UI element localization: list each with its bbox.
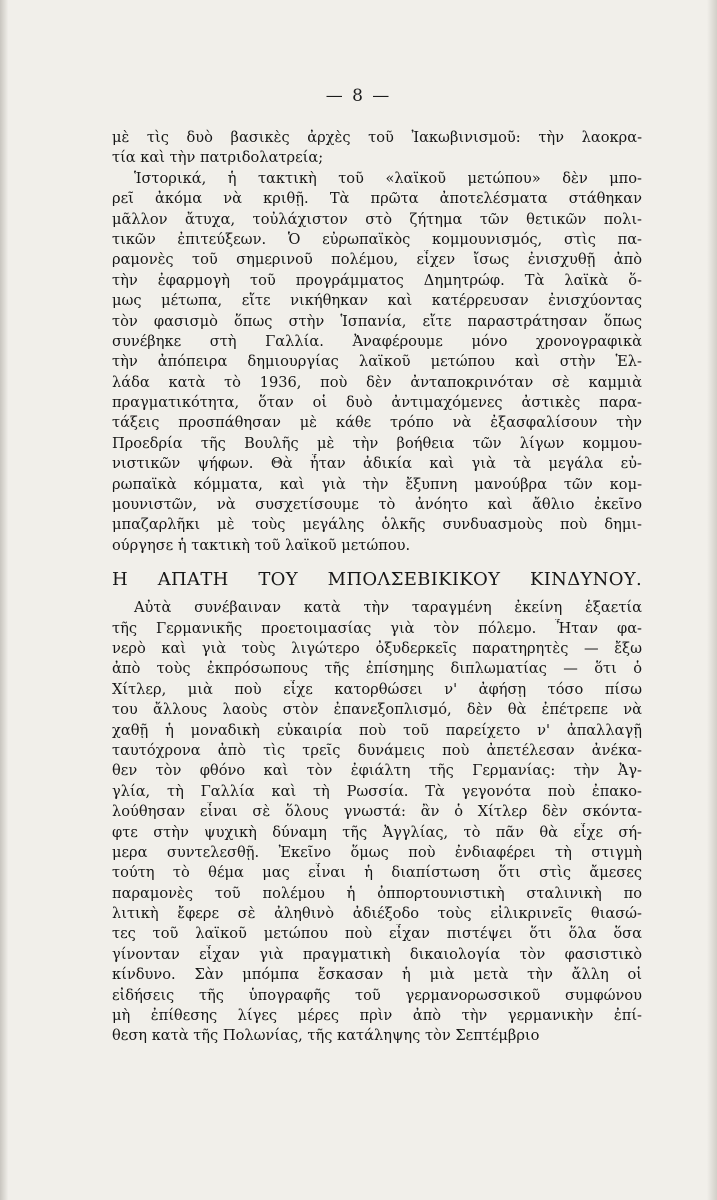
text-line: τάξεις προσπάθησαν μὲ κάθε τρόπο νὰ ἐξασφαλίσουν τὴν	[112, 414, 642, 432]
text-line: ἀπὸ τοὺς ἐκπρόσωπους τῆς ἐπίσημης διπλωματίας — ὅτι ὁ	[112, 660, 642, 678]
section-heading: Η ΑΠΑΤΗ ΤΟΥ ΜΠΟΛΣΕΒΙΚΙΚΟΥ ΚΙΝΔΥΝΟΥ.	[112, 569, 642, 591]
text-line: τούτη τὸ θέμα μας εἶναι ἡ διαπίστωση ὅτι στὶς ἄμεσες	[112, 864, 642, 882]
text-line: φτε στὴν ψυχικὴ δύναμη τῆς Ἀγγλίας, τὸ πᾶν θὰ εἶχε σή-	[112, 823, 642, 841]
text-line: πραγματικότητα, ὅταν οἱ δυὸ ἀντιμαχόμενες ἀστικὲς παρα-	[112, 394, 642, 412]
text-line: μὴ ἐπίθεσης λίγες μέρες πρὶν ἀπὸ τὴν γερμανικὴν ἐπί-	[112, 1007, 642, 1025]
page-right-edge-shadow	[707, 0, 717, 1200]
body-text	[112, 128, 642, 1047]
paragraph-3	[112, 598, 642, 1047]
text-line: ούργησε ἡ τακτικὴ τοῦ λαϊκοῦ μετώπου.	[112, 536, 411, 554]
paragraph-1	[112, 128, 642, 169]
text-line: λάδα κατὰ τὸ 1936, ποὺ δὲν ἀνταποκρινόταν σὲ καμμιὰ	[112, 373, 642, 391]
text-line: παραμονὲς τοῦ πολέμου ἡ ὀππορτουνιστικὴ σταλινικὴ πο	[112, 884, 642, 902]
page-left-edge-shadow	[0, 0, 8, 1200]
text-line: μερα συντελεσθῇ. Ἐκεῖνο ὅμως ποὺ ἐνδιαφέρει τὴ στιγμὴ	[112, 843, 642, 861]
text-line: τὸν φασισμὸ ὅπως στὴν Ἱσπανία, εἴτε παραστράτησαν ὅπως	[112, 312, 642, 330]
text-line: συνέβηκε στὴ Γαλλία. Ἀναφέρουμε μόνο χρονογραφικὰ	[112, 332, 642, 350]
text-line: χαθῇ ἡ μοναδικὴ εὐκαιρία ποὺ τοῦ παρείχετο ν' ἀπαλλαγῇ	[112, 721, 642, 739]
text-line: ρεῖ ἀκόμα νὰ κριθῇ. Τὰ πρῶτα ἀποτελέσματα στάθηκαν	[112, 190, 642, 208]
text-line: τες τοῦ λαϊκοῦ μετώπου ποὺ εἶχαν πιστέψει ὅτι ὅλα ὅσα	[112, 925, 642, 943]
text-line: εἰδήσεις τῆς ὑπογραφῆς τοῦ γερμανορωσσικοῦ συμφώνου	[112, 986, 642, 1004]
text-line: ρωπαϊκὰ κόμματα, καὶ γιὰ τὴν ἔξυπνη μανούβρα τῶν κομ-	[112, 475, 642, 493]
text-line: θεση κατὰ τῆς Πολωνίας, τῆς κατάληψης τὸν Σεπτέμβριο	[112, 1027, 540, 1045]
text-line: κίνδυνο. Σὰν μπόμπα ἔσκασαν ἡ μιὰ μετὰ τὴν ἄλλη οἱ	[112, 966, 642, 984]
text-line: Αὐτὰ συνέβαιναν κατὰ τὴν ταραγμένη ἐκείνη ἑξαετία	[134, 599, 642, 617]
paragraph-2	[112, 169, 642, 556]
text-line: τῆς Γερμανικῆς προετοιμασίας γιὰ τὸν πόλεμο. Ἦταν φα-	[112, 619, 642, 637]
text-line: νιστικῶν ψήφων. Θὰ ἦταν ἀδικία καὶ γιὰ τὰ μεγάλα εὐ-	[112, 455, 642, 473]
text-line: τικῶν ἐπιτεύξεων. Ὁ εὐρωπαϊκὸς κομμουνισμός, στὶς πα-	[112, 230, 642, 248]
text-line: γίνονταν εἶχαν γιὰ πραγματικὴ δικαιολογία τὸν φασιστικὸ	[112, 945, 642, 963]
text-line: Ἱστορικά, ἡ τακτικὴ τοῦ «λαϊκοῦ μετώπου» δὲν μπο-	[134, 169, 642, 187]
text-line: μπαζαρλῆκι μὲ τοὺς μεγάλης ὁλκῆς συνδυασμοὺς ποὺ δημι-	[112, 516, 642, 534]
text-line: τία καὶ τὴν πατριδολατρεία;	[112, 149, 324, 167]
text-line: τὴν ἀπόπειρα δημιουργίας λαϊκοῦ μετώπου καὶ στὴν Ἑλ-	[112, 353, 642, 371]
text-line: γλία, τὴ Γαλλία καὶ τὴ Ρωσσία. Τὰ γεγονότα ποὺ ἐπακο-	[112, 782, 642, 800]
text-line: Χίτλερ, μιὰ ποὺ εἶχε κατορθώσει ν' ἀφήσῃ τόσο πίσω	[112, 680, 642, 698]
text-line: νερὸ καὶ γιὰ τοὺς λιγώτερο ὀξυδερκεῖς παρατηρητὲς — ἔξω	[112, 639, 642, 657]
text-line: λιτικὴ ἔφερε σὲ ἀληθινὸ ἀδιέξοδο τοὺς εἰλικρινεῖς θιασώ-	[112, 905, 642, 923]
text-line: μουνιστῶν, νὰ συσχετίσουμε τὸ ἀνόητο καὶ ἄθλιο ἐκεῖνο	[112, 496, 642, 514]
text-line: ραμονὲς τοῦ σημερινοῦ πολέμου, εἶχεν ἴσως ἐνισχυθῇ ἀπὸ	[112, 251, 642, 269]
text-line: θεν τὸν φθόνο καὶ τὸν ἐφιάλτη τῆς Γερμανίας: τὴν Ἀγ-	[112, 762, 642, 780]
text-line: μᾶλλον ἄτυχα, τοὐλάχιστον στὸ ζήτημα τῶν θετικῶν πολι-	[112, 210, 642, 228]
text-line: μὲ τὶς δυὸ βασικὲς ἀρχὲς τοῦ Ἰακωβινισμοῦ: τὴν λαοκρα-	[112, 129, 642, 146]
text-line: του ἄλλους λαοὺς στὸν ἐπανεξοπλισμό, δὲν θὰ ἐπέτρεπε νὰ	[112, 701, 642, 719]
text-line: ταυτόχρονα ἀπὸ τὶς τρεῖς δυνάμεις ποὺ ἀπετέλεσαν ἀνέκα-	[112, 741, 642, 759]
text-line: λούθησαν εἶναι σὲ ὅλους γνωστά: ἂν ὁ Χίτλερ δὲν σκόντα-	[112, 803, 642, 821]
text-line: μως μέτωπα, εἴτε νικήθηκαν καὶ κατέρρευσαν ἐνισχύοντας	[112, 292, 642, 310]
text-line: τὴν ἐφαρμογὴ τοῦ προγράμματος Δημητρώφ. Τὰ λαϊκὰ ὅ-	[112, 271, 642, 289]
text-line: Προεδρία τῆς Βουλῆς μὲ τὴν βοήθεια τῶν λίγων κομμου-	[112, 434, 642, 452]
page-number: — 8 —	[325, 86, 392, 106]
